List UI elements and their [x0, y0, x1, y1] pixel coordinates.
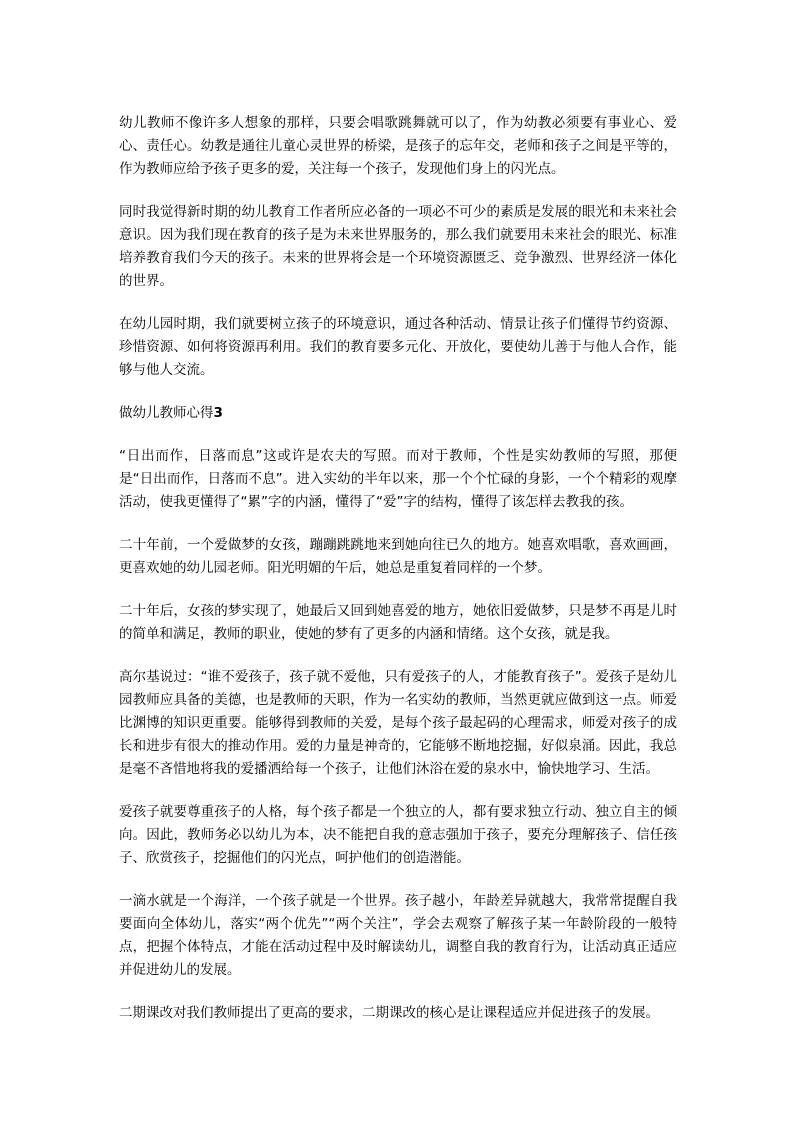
paragraph-4: “日出而作，日落而息”这或许是农夫的写照。而对于教师，个性是实幼教师的写照，那便是“日出而作，日落而不息”。进入实幼的半年以来，那一个个忙碌的身影，一个个精彩的观摩活动，使我更懂得了“累”字的内涵，懂得了“爱”字的结构，懂得了该怎样去教我的孩。	[119, 448, 677, 510]
paragraph-3: 在幼儿园时期，我们就要树立孩子的环境意识，通过各种活动、情景让孩子们懂得节约资源、珍惜资源、如何将资源再利用。我们的教育要多元化、开放化，要使幼儿善于与他人合作，能够与他人交流。	[119, 316, 677, 378]
paragraph-5: 二十年前，一个爱做梦的女孩，蹦蹦跳跳地来到她向往已久的地方。她喜欢唱歌，喜欢画画，更喜欢她的幼儿园老师。阳光明媚的午后，她总是重复着同样的一个梦。	[119, 537, 677, 576]
document-page	[119, 112, 677, 1025]
paragraph-2: 同时我觉得新时期的幼儿教育工作者所应必备的一项必不可少的素质是发展的眼光和未来社会意识。因为我们现在教育的孩子是为未来世界服务的，那么我们就要用未来社会的眼光、标准培养教育我们今天的孩子。未来的世界将会是一个环境资源匮乏、竞争激烈、世界经济一体化的世界。	[119, 204, 677, 289]
paragraph-10: 二期课改对我们教师提出了更高的要求，二期课改的核心是让课程适应并促进孩子的发展。	[119, 1005, 659, 1021]
section-heading	[119, 402, 677, 425]
paragraph-7: 高尔基说过：“谁不爱孩子，孩子就不爱他，只有爱孩子的人，才能教育孩子”。爱孩子是幼儿园教师应具备的美德，也是教师的天职，作为一名实幼的教师，当然更就应做到这一点。师爱比渊博的知识更重要。能够得到教师的关爱，是每个孩子最起码的心理需求，师爱对孩子的成长和进步有很大的推动作用。爱的力量是神奇的，它能够不断地挖掘，好似泉涌。因此，我总是毫不吝惜地将我的爱播洒给每一个孩子，让他们沐浴在爱的泉水中，愉快地学习、生活。	[119, 669, 677, 777]
paragraph-1: 幼儿教师不像许多人想象的那样，只要会唱歌跳舞就可以了，作为幼教必须要有事业心、爱心、责任心。幼教是通往儿童心灵世界的桥梁，是孩子的忘年交，老师和孩子之间是平等的，作为教师应给予孩子更多的爱，关注每一个孩子，发现他们身上的闪光点。	[119, 115, 677, 177]
paragraph-8: 爱孩子就要尊重孩子的人格，每个孩子都是一个独立的人，都有要求独立行动、独立自主的倾向。因此，教师务必以幼儿为本，决不能把自我的意志强加于孩子，要充分理解孩子、信任孩子、欣赏孩子，挖掘他们的闪光点，呵护他们的创造潜能。	[119, 804, 677, 866]
section-heading-text: 做幼儿教师心得	[119, 405, 214, 421]
section-heading-number: 3	[213, 405, 223, 421]
paragraph-9: 一滴水就是一个海洋，一个孩子就是一个世界。孩子越小，年龄差异就越大，我常常提醒自我要面向全体幼儿，落实“两个优先”“两个关注”，学会去观察了解孩子某一年龄阶段的一般特点，把握个体特点，才能在活动过程中及时解读幼儿，调整自我的教育行为，让活动真正适应并促进幼儿的发展。	[119, 893, 677, 978]
paragraph-6: 二十年后，女孩的梦实现了，她最后又回到她喜爱的地方，她依旧爱做梦，只是梦不再是儿时的简单和满足，教师的职业，使她的梦有了更多的内涵和情绪。这个女孩，就是我。	[119, 603, 677, 642]
